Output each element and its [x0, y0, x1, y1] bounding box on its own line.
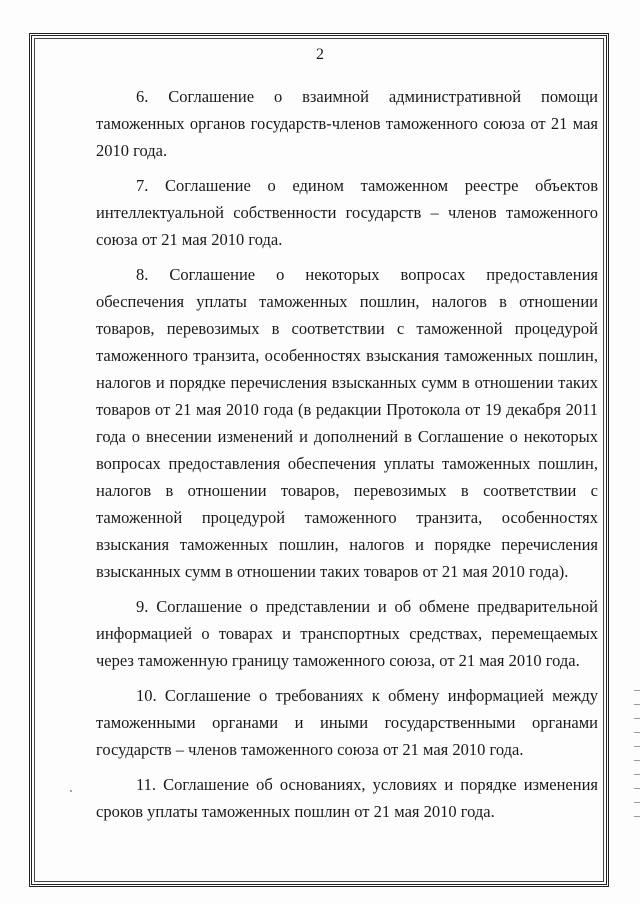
paragraph-item-7: 7. Соглашение о едином таможенном реестре объектов интеллектуальной собственности государств – членов таможенного союза от 21 мая 2010 года. [96, 176, 598, 249]
page-number: 2 [316, 46, 324, 63]
scan-edge-marks [634, 690, 640, 830]
document-body [96, 83, 598, 833]
paragraph-item-8: 8. Соглашение о некоторых вопросах предоставления обеспечения уплаты таможенных пошлин, налогов в отношении товаров, перевозимых в соответствии с таможенной процедурой таможенного транзита, особенностях взыскания таможенных пошлин, налогов и порядке перечисления взысканных сумм в отношении таких товаров от 21 мая 2010 года (в редакции Протокола от 19 декабря 2011 года о внесении изменений и дополнений в Соглашение о некоторых вопросах предоставления обеспечения уплаты таможенных пошлин, налогов в отношении товаров, перевозимых в соответствии с таможенной процедурой таможенного транзита, особенностях взыскания таможенных пошлин, налогов и порядке перечисления взысканных сумм в отношении таких товаров от 21 мая 2010 года). [96, 265, 598, 581]
paragraph-item-6: 6. Соглашение о взаимной административной помощи таможенных органов государств-членов таможенного союза от 21 мая 2010 года. [96, 87, 598, 160]
scan-speck [70, 790, 72, 792]
paragraph-item-9: 9. Соглашение о представлении и об обмене предварительной информацией о товарах и транспортных средствах, перемещаемых через таможенную границу таможенного союза, от 21 мая 2010 года. [96, 597, 598, 670]
paragraph-item-10: 10. Соглашение о требованиях к обмену информацией между таможенными органами и иными государственными органами государств – членов таможенного союза от 21 мая 2010 года. [96, 686, 598, 759]
paragraph-item-11: 11. Соглашение об основаниях, условиях и порядке изменения сроков уплаты таможенных пошлин от 21 мая 2010 года. [96, 775, 598, 821]
